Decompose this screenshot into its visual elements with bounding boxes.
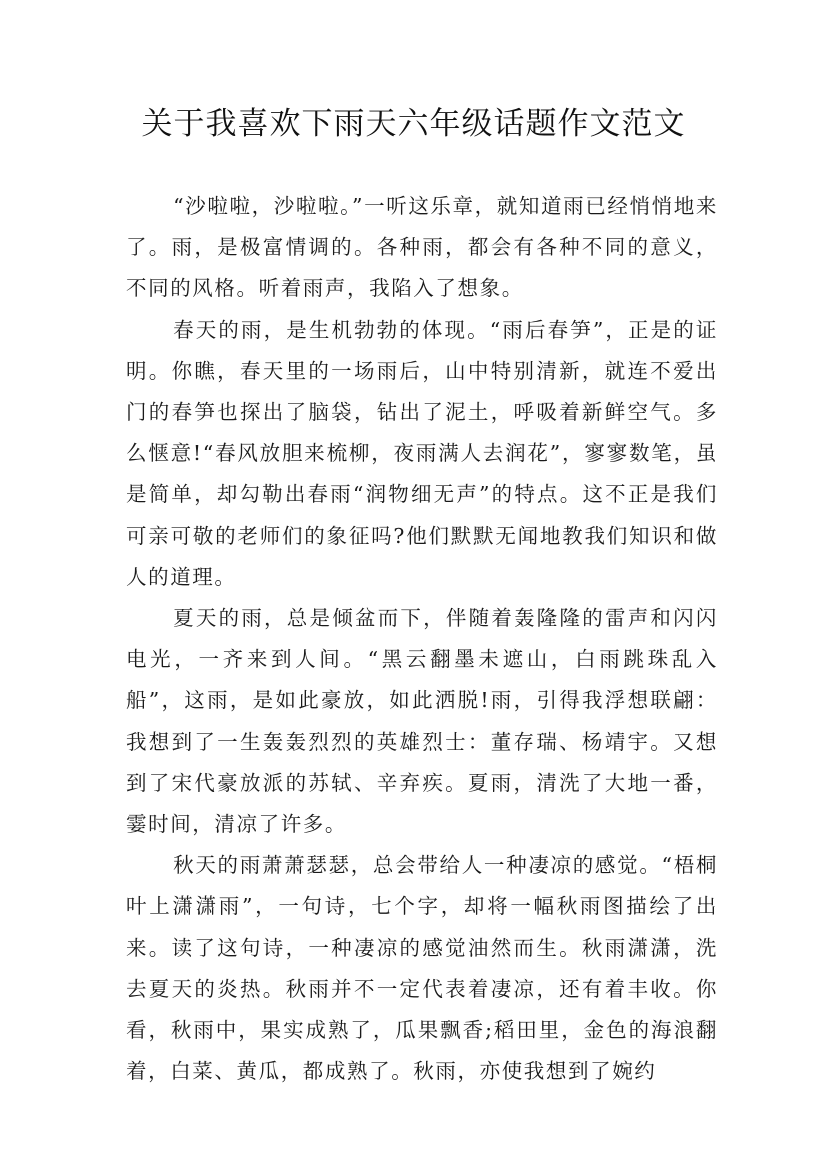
paragraph-autumn-rain: 秋天的雨萧萧瑟瑟，总会带给人一种凄凉的感觉。“梧桐叶上潇潇雨”，一句诗，七个字，却将一幅秋雨图描绘了出来。读了这句诗，一种凄凉的感觉油然而生。秋雨潇潇，洗去夏天的炎热。秋雨并不一定代表着凄凉，还有着丰收。你看，秋雨中，果实成熟了，瓜果飘香;稻田里，金色的海浪翻着，白菜、黄瓜，都成熟了。秋雨，亦使我想到了婉约	[126, 853, 718, 1084]
document-title: 关于我喜欢下雨天六年级话题作文范文	[141, 106, 686, 142]
paragraph-spring-rain: 春天的雨，是生机勃勃的体现。“雨后春笋”，正是的证明。你瞧，春天里的一场雨后，山中特别清新，就连不爱出门的春笋也探出了脑袋，钻出了泥土，呼吸着新鲜空气。多么惬意!“春风放胆来梳柳，夜雨满人去润花”，寥寥数笔，虽是简单，却勾勒出春雨“润物细无声”的特点。这不正是我们可亲可敬的老师们的象征吗?他们默默无闻地教我们知识和做人的道理。	[126, 317, 718, 589]
document-body	[126, 186, 718, 1092]
paragraph-summer-rain: 夏天的雨，总是倾盆而下，伴随着轰隆隆的雷声和闪闪电光，一齐来到人间。“黑云翻墨未遮山，白雨跳珠乱入船”，这雨，是如此豪放，如此洒脱!雨，引得我浮想联翩：我想到了一生轰轰烈烈的英雄烈士：董存瑞、杨靖宇。又想到了宋代豪放派的苏轼、辛弃疾。夏雨，清洗了大地一番，霎时间，清凉了许多。	[126, 606, 718, 837]
paragraph-intro: “沙啦啦，沙啦啦。”一听这乐章，就知道雨已经悄悄地来了。雨，是极富情调的。各种雨，都会有各种不同的意义，不同的风格。听着雨声，我陷入了想象。	[126, 194, 718, 301]
